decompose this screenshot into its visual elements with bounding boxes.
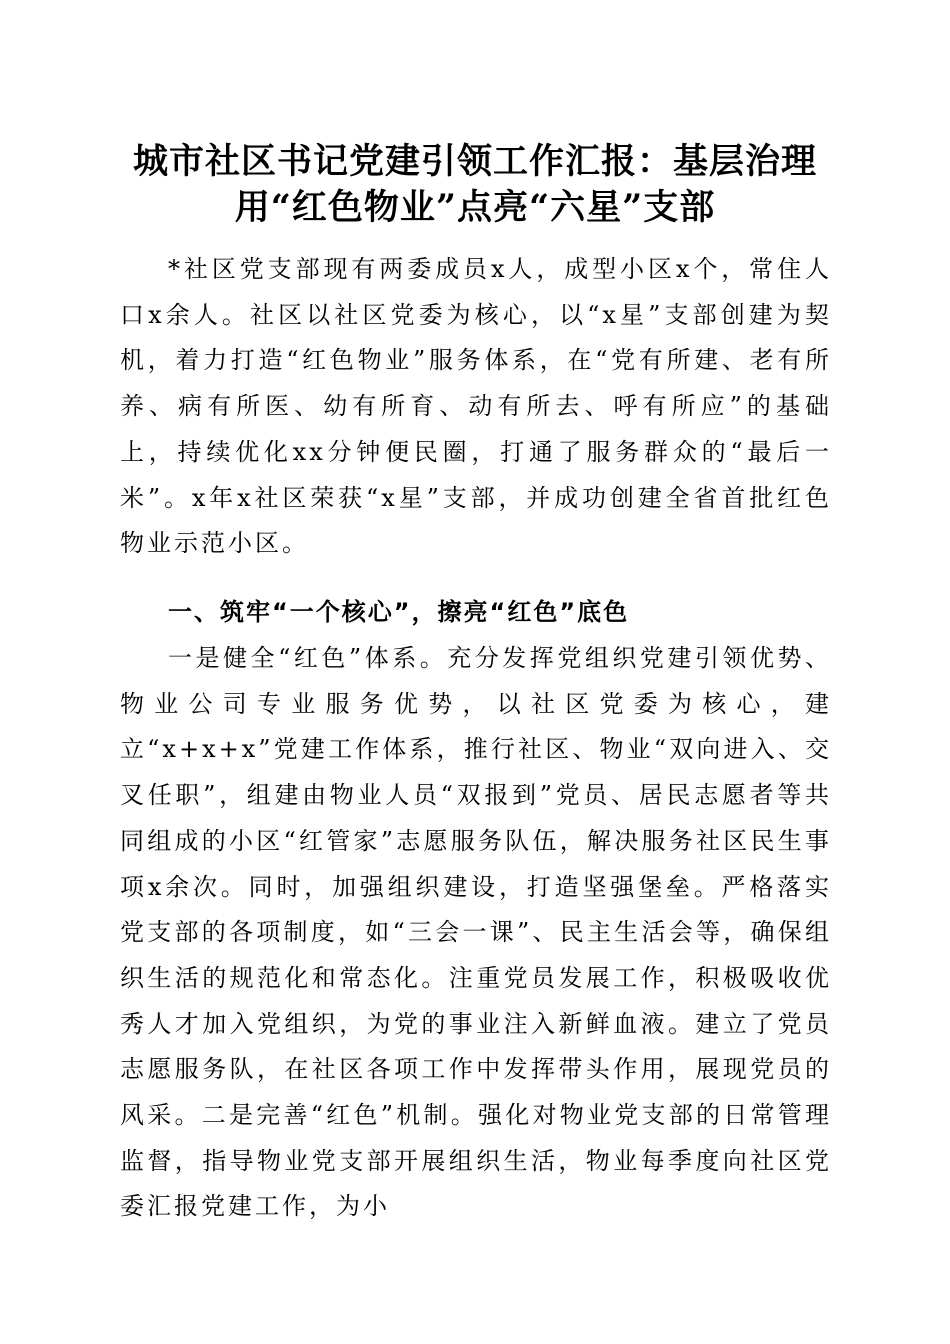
intro-paragraph: *社区党支部现有两委成员x人，成型小区x个，常住人口x余人。社区以社区党委为核心，以“x星”支部创建为契机，着力打造“红色物业”服务体系，在“党有所建、老有所养、病有所医、幼有所育、动有所去、呼有所应”的基础上，持续优化xx分钟便民圈，打通了服务群众的“最后一米”。x年x社区荣获“x星”支部，并成功创建全省首批红色物业示范小区。 [120,255,832,558]
section-1-heading: 一、筑牢“一个核心”，擦亮“红色”底色 [168,598,630,626]
section-1-paragraph: 一是健全“红色”体系。充分发挥党组织党建引领优势、物业公司专业服务优势，以社区党委为核心，建立“x+x+x”党建工作体系，推行社区、物业“双向进入、交叉任职”，组建由物业人员“双报到”党员、居民志愿者等共同组成的小区“红管家”志愿服务队伍，解决服务社区民生事项x余次。同时，加强组织建设，打造坚强堡垒。严格落实党支部的各项制度，如“三会一课”、民主生活会等，确保组织生活的规范化和常态化。注重党员发展工作，积极吸收优秀人才加入党组织，为党的事业注入新鲜血液。建立了党员志愿服务队，在社区各项工作中发挥带头作用，展现党员的风采。二是完善“红色”机制。强化对物业党支部的日常管理监督，指导物业党支部开展组织生活，物业每季度向社区党委汇报党建工作，为小 [120,644,832,1221]
document-title-line-2: 用“红色物业”点亮“六星”支部 [234,187,716,228]
document-title-line-1: 城市社区书记党建引领工作汇报：基层治理 [132,141,817,182]
